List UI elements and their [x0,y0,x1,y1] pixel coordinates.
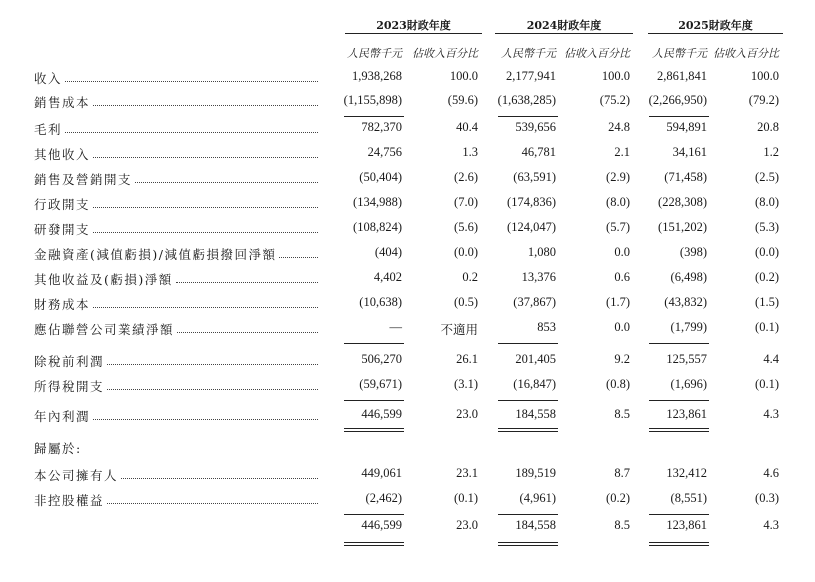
percent-cell: (1.7) [606,295,630,309]
subtotal-rule [498,116,558,117]
double-underline [649,545,709,546]
percent-cell: 40.4 [456,120,478,134]
dot-leader [65,132,318,133]
percent-cell: (7.0) [454,195,478,209]
dot-leader [107,364,318,365]
percent-cell: 23.0 [456,518,478,532]
amount-cell: (59,671) [359,377,402,391]
double-underline [344,545,404,546]
amount-cell: (404) [374,245,402,259]
row-label: 其他收益及(虧損)淨額 [34,272,173,287]
amount-cell: 184,558 [515,518,556,532]
dot-leader [177,332,318,333]
subtotal-rule [344,400,404,401]
dot-leader [107,389,318,390]
percent-cell: (5.3) [755,220,779,234]
amount-cell: 132,412 [666,466,707,480]
double-underline [344,431,404,432]
percent-cell: 4.4 [763,352,779,366]
amount-cell: 24,756 [367,145,402,159]
amount-cell: (108,824) [353,220,402,234]
amount-cell: (124,047) [507,220,556,234]
row-label: 收入 [34,71,63,86]
amount-cell: 4,402 [373,270,402,284]
amount-cell: (1,155,898) [343,93,402,107]
dot-leader [93,307,318,308]
double-underline [649,428,709,429]
percent-cell: (59.6) [447,93,478,107]
percent-cell: 24.8 [608,120,630,134]
amount-cell: (8,551) [670,491,707,505]
amount-cell: 2,861,841 [657,69,707,83]
amount-cell: 46,781 [521,145,556,159]
percent-cell: 8.5 [614,407,630,421]
amount-cell: 123,861 [666,518,707,532]
col-header-rmb: 人民幣千元 [347,47,402,60]
percent-cell: 100.0 [750,69,779,83]
amount-cell: 2,177,941 [506,69,556,83]
col-header-percent: 佔收入百分比 [713,47,779,60]
row-label: 非控股權益 [34,493,105,508]
dot-leader [93,157,318,158]
percent-cell: 100.0 [449,69,478,83]
percent-cell: (75.2) [599,93,630,107]
amount-cell: (63,591) [513,170,556,184]
double-underline [498,545,558,546]
amount-cell: (4,961) [519,491,556,505]
subtotal-rule [344,116,404,117]
subtotal-rule [649,400,709,401]
amount-cell: (1,696) [670,377,707,391]
amount-cell: (174,836) [507,195,556,209]
double-underline [649,431,709,432]
year-header-rule [345,33,482,34]
percent-cell: (8.0) [606,195,630,209]
percent-cell: 1.2 [763,145,779,159]
amount-cell: 34,161 [672,145,707,159]
dot-leader [93,419,318,420]
amount-cell: 184,558 [515,407,556,421]
amount-cell: 446,599 [361,518,402,532]
percent-cell: 0.0 [614,245,630,259]
row-label: 銷售及營銷開支 [34,172,133,187]
percent-cell: 8.7 [614,466,630,480]
row-label: 財務成本 [34,297,91,312]
row-label: 年內利潤 [34,409,91,424]
double-underline [649,542,709,543]
amount-cell: 1,938,268 [352,69,402,83]
amount-cell: 506,270 [361,352,402,366]
amount-cell: 449,061 [361,466,402,480]
col-header-percent: 佔收入百分比 [412,47,478,60]
amount-cell: (10,638) [359,295,402,309]
row-label: 毛利 [34,122,63,137]
amount-cell: (1,799) [670,320,707,334]
subtotal-rule [649,514,709,515]
amount-cell: (2,266,950) [648,93,707,107]
row-label: 金融資產(減值虧損)/減值虧損撥回淨額 [34,247,277,262]
section-heading: 歸屬於: [34,441,82,456]
percent-cell: 4.3 [763,407,779,421]
percent-cell: (2.9) [606,170,630,184]
row-label: 銷售成本 [34,95,91,110]
dot-leader [176,282,318,283]
percent-cell: 8.5 [614,518,630,532]
percent-cell: (2.6) [454,170,478,184]
subtotal-rule [498,400,558,401]
percent-cell: 0.6 [614,270,630,284]
year-header-rule [648,33,783,34]
subtotal-rule [344,343,404,344]
dot-leader [65,81,318,82]
percent-cell: (1.5) [755,295,779,309]
percent-cell: (2.5) [755,170,779,184]
percent-cell: (0.2) [606,491,630,505]
amount-cell: 189,519 [515,466,556,480]
percent-cell: (0.0) [755,245,779,259]
percent-cell: (0.0) [454,245,478,259]
year-header: 2024財政年度 [526,19,602,32]
row-label: 本公司擁有人 [34,468,119,483]
subtotal-rule [498,514,558,515]
percent-cell: (79.2) [748,93,779,107]
amount-cell: — [389,320,402,334]
double-underline [344,542,404,543]
dot-leader [93,105,318,106]
row-label: 行政開支 [34,197,91,212]
col-header-percent: 佔收入百分比 [564,47,630,60]
percent-cell: (8.0) [755,195,779,209]
amount-cell: (228,308) [658,195,707,209]
amount-cell: 201,405 [515,352,556,366]
amount-cell: 782,370 [361,120,402,134]
subtotal-rule [344,514,404,515]
percent-cell: 9.2 [614,352,630,366]
amount-cell: 594,891 [666,120,707,134]
percent-cell: 4.3 [763,518,779,532]
percent-cell: 100.0 [601,69,630,83]
col-header-rmb: 人民幣千元 [652,47,707,60]
subtotal-rule [649,116,709,117]
dot-leader [93,232,318,233]
percent-cell: (5.6) [454,220,478,234]
year-header: 2025財政年度 [678,19,753,32]
amount-cell: 125,557 [666,352,707,366]
amount-cell: 1,080 [527,245,556,259]
percent-cell: 0.0 [614,320,630,334]
percent-cell: 20.8 [757,120,779,134]
percent-cell: (0.1) [755,320,779,334]
row-label: 其他收入 [34,147,91,162]
row-label: 研發開支 [34,222,91,237]
double-underline [498,542,558,543]
year-header: 2023財政年度 [376,19,451,32]
dot-leader [93,207,318,208]
subtotal-rule [498,343,558,344]
percent-cell: 不適用 [440,323,478,337]
year-header-rule [495,33,633,34]
double-underline [344,428,404,429]
percent-cell: 23.1 [456,466,478,480]
double-underline [498,431,558,432]
percent-cell: (0.8) [606,377,630,391]
amount-cell: (151,202) [658,220,707,234]
subtotal-rule [649,343,709,344]
percent-cell: 4.6 [763,466,779,480]
row-label: 除稅前利潤 [34,354,105,369]
amount-cell: (71,458) [664,170,707,184]
amount-cell: (37,867) [513,295,556,309]
percent-cell: (0.2) [755,270,779,284]
percent-cell: (0.5) [454,295,478,309]
amount-cell: (2,462) [365,491,402,505]
amount-cell: (6,498) [670,270,707,284]
dot-leader [121,478,318,479]
percent-cell: 2.1 [614,145,630,159]
percent-cell: (0.1) [755,377,779,391]
amount-cell: (43,832) [664,295,707,309]
percent-cell: 23.0 [456,407,478,421]
amount-cell: 13,376 [521,270,556,284]
percent-cell: (3.1) [454,377,478,391]
amount-cell: (50,404) [359,170,402,184]
amount-cell: (134,988) [353,195,402,209]
amount-cell: (16,847) [513,377,556,391]
col-header-rmb: 人民幣千元 [501,47,556,60]
amount-cell: 853 [537,320,556,334]
percent-cell: (5.7) [606,220,630,234]
dot-leader [107,503,318,504]
amount-cell: 446,599 [361,407,402,421]
amount-cell: (1,638,285) [497,93,556,107]
percent-cell: 0.2 [462,270,478,284]
percent-cell: 26.1 [456,352,478,366]
dot-leader [135,182,318,183]
row-label: 應佔聯營公司業績淨額 [34,322,175,337]
percent-cell: (0.3) [755,491,779,505]
amount-cell: 123,861 [666,407,707,421]
percent-cell: 1.3 [462,145,478,159]
double-underline [498,428,558,429]
amount-cell: (398) [679,245,707,259]
row-label: 所得稅開支 [34,379,105,394]
percent-cell: (0.1) [454,491,478,505]
amount-cell: 539,656 [515,120,556,134]
